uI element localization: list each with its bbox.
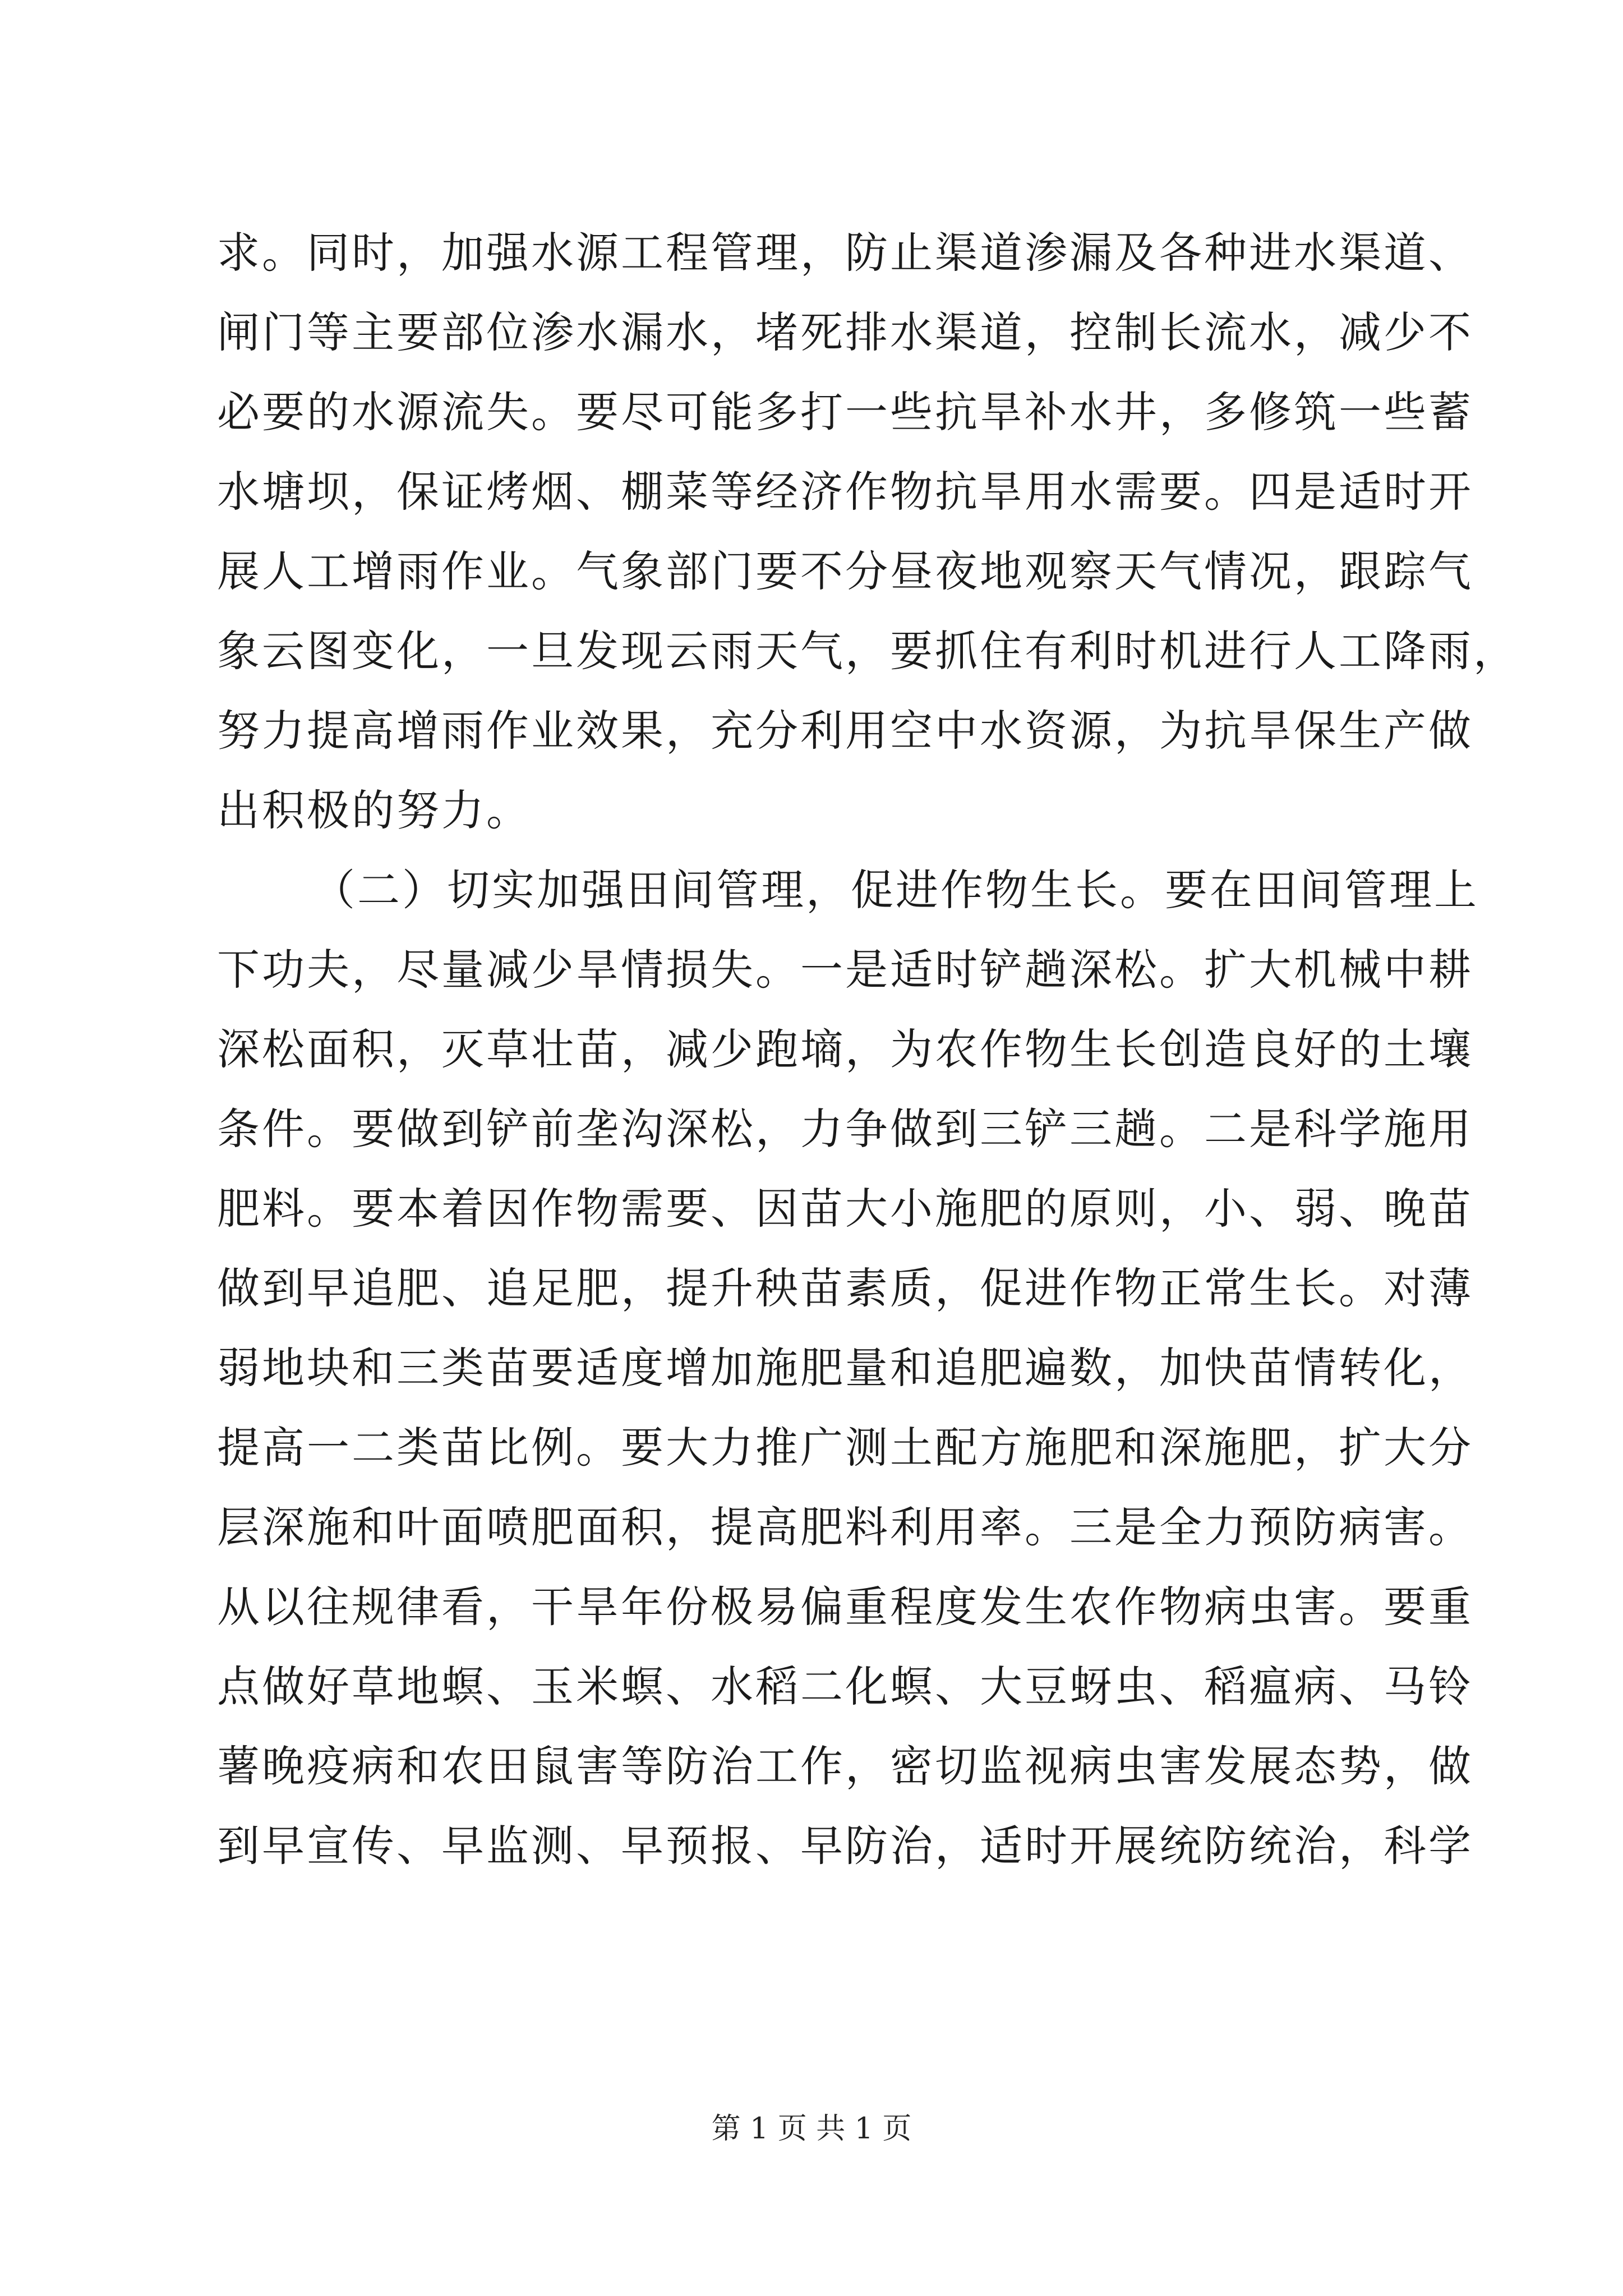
text-line: 做到早追肥、追足肥，提升秧苗素质，促进作物正常生长。对薄 (217, 1263, 1473, 1313)
text-line: 象云图变化，一旦发现云雨天气，要抓住有利时机进行人工降雨， (217, 626, 1518, 676)
text-line: 薯晚疫病和农田鼠害等防治工作，密切监视病虫害发展态势，做 (217, 1741, 1473, 1791)
text-line: 提高一二类苗比例。要大力推广测土配方施肥和深施肥，扩大分 (217, 1423, 1473, 1473)
text-line: 努力提高增雨作业效果，充分利用空中水资源，为抗旱保生产做 (217, 706, 1473, 756)
document-body (217, 213, 1518, 1886)
text-line: 肥料。要本着因作物需要、因苗大小施肥的原则，小、弱、晚苗 (217, 1184, 1473, 1234)
text-line: 点做好草地螟、玉米螟、水稻二化螟、大豆蚜虫、稻瘟病、马铃 (217, 1662, 1473, 1711)
text-line: 深松面积，灭草壮苗，减少跑墒，为农作物生长创造良好的土壤 (217, 1024, 1473, 1074)
text-line: 必要的水源流失。要尽可能多打一些抗旱补水井，多修筑一些蓄 (217, 387, 1473, 437)
text-line: 层深施和叶面喷肥面积，提高肥料利用率。三是全力预防病害。 (217, 1502, 1473, 1552)
text-line: 展人工增雨作业。气象部门要不分昼夜地观察天气情况，跟踪气 (217, 546, 1473, 596)
text-line: 水塘坝，保证烤烟、棚菜等经济作物抗旱用水需要。四是适时开 (217, 467, 1473, 517)
text-line: 从以往规律看，干旱年份极易偏重程度发生农作物病虫害。要重 (217, 1582, 1473, 1632)
paragraph-heading-line: （二）切实加强田间管理，促进作物生长。要在田间管理上 (312, 865, 1479, 915)
text-line: 下功夫，尽量减少旱情损失。一是适时铲趟深松。扩大机械中耕 (217, 945, 1473, 995)
text-line: 到早宣传、早监测、早预报、早防治，适时开展统防统治，科学 (217, 1821, 1473, 1871)
text-line: 闸门等主要部位渗水漏水，堵死排水渠道，控制长流水，减少不 (217, 307, 1473, 357)
text-line: 求。同时，加强水源工程管理，防止渠道渗漏及各种进水渠道、 (217, 228, 1473, 278)
text-line: 弱地块和三类苗要适度增加施肥量和追肥遍数，加快苗情转化， (217, 1343, 1473, 1393)
text-line: 条件。要做到铲前垄沟深松，力争做到三铲三趟。二是科学施用 (217, 1104, 1473, 1154)
page-footer: 第 1 页 共 1 页 (711, 2112, 912, 2146)
text-line: 出积极的努力。 (217, 785, 531, 835)
